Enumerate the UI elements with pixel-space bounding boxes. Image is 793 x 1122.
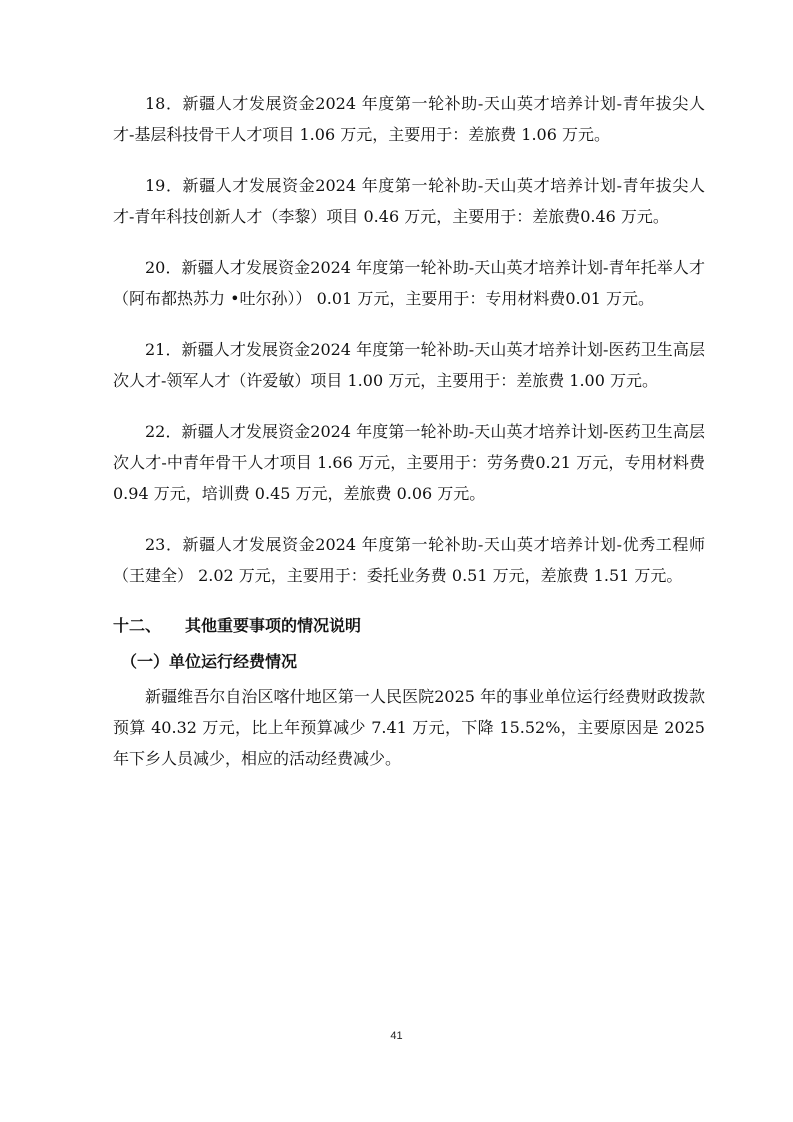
section-heading xyxy=(113,611,705,641)
list-item-18: 18．新疆人才发展资金2024 年度第一轮补助-天山英才培养计划-青年拔尖人才-基层科技骨干人才项目 1.06 万元，主要用于：差旅费 1.06 万元。 xyxy=(113,94,705,144)
section-title: 其他重要事项的情况说明 xyxy=(185,616,362,635)
list-item-20: 20．新疆人才发展资金2024 年度第一轮补助-天山英才培养计划-青年托举人才（阿布都热苏力 •吐尔孙）） 0.01 万元，主要用于：专用材料费0.01 万元。 xyxy=(113,258,705,308)
body-paragraph: 新疆维吾尔自治区喀什地区第一人民医院2025 年的事业单位运行经费财政拨款预算 40.32 万元，比上年预算减少 7.41 万元，下降 15.52%，主要原因是 2025 年下乡人员减少，相应的活动经费减少。 xyxy=(113,687,705,768)
list-item-23: 23．新疆人才发展资金2024 年度第一轮补助-天山英才培养计划-优秀工程师（王建全） 2.02 万元，主要用于：委托业务费 0.51 万元，差旅费 1.51 万元。 xyxy=(113,535,705,585)
page-number: 41 xyxy=(390,1030,403,1042)
list-item-21: 21．新疆人才发展资金2024 年度第一轮补助-天山英才培养计划-医药卫生高层次人才-领军人才（许爱敏）项目 1.00 万元，主要用于：差旅费 1.00 万元。 xyxy=(113,340,705,390)
page-content xyxy=(113,88,705,774)
list-item-19: 19．新疆人才发展资金2024 年度第一轮补助-天山英才培养计划-青年拔尖人才-青年科技创新人才（李黎）项目 0.46 万元，主要用于：差旅费0.46 万元。 xyxy=(113,176,705,226)
section-number: 十二、 xyxy=(113,616,162,635)
list-item-22: 22．新疆人才发展资金2024 年度第一轮补助-天山英才培养计划-医药卫生高层次人才-中青年骨干人才项目 1.66 万元，主要用于：劳务费0.21 万元，专用材料费 0.94 万元，培训费 0.45 万元，差旅费 0.06 万元。 xyxy=(113,422,705,503)
subsection-heading: （一）单位运行经费情况 xyxy=(121,652,298,671)
